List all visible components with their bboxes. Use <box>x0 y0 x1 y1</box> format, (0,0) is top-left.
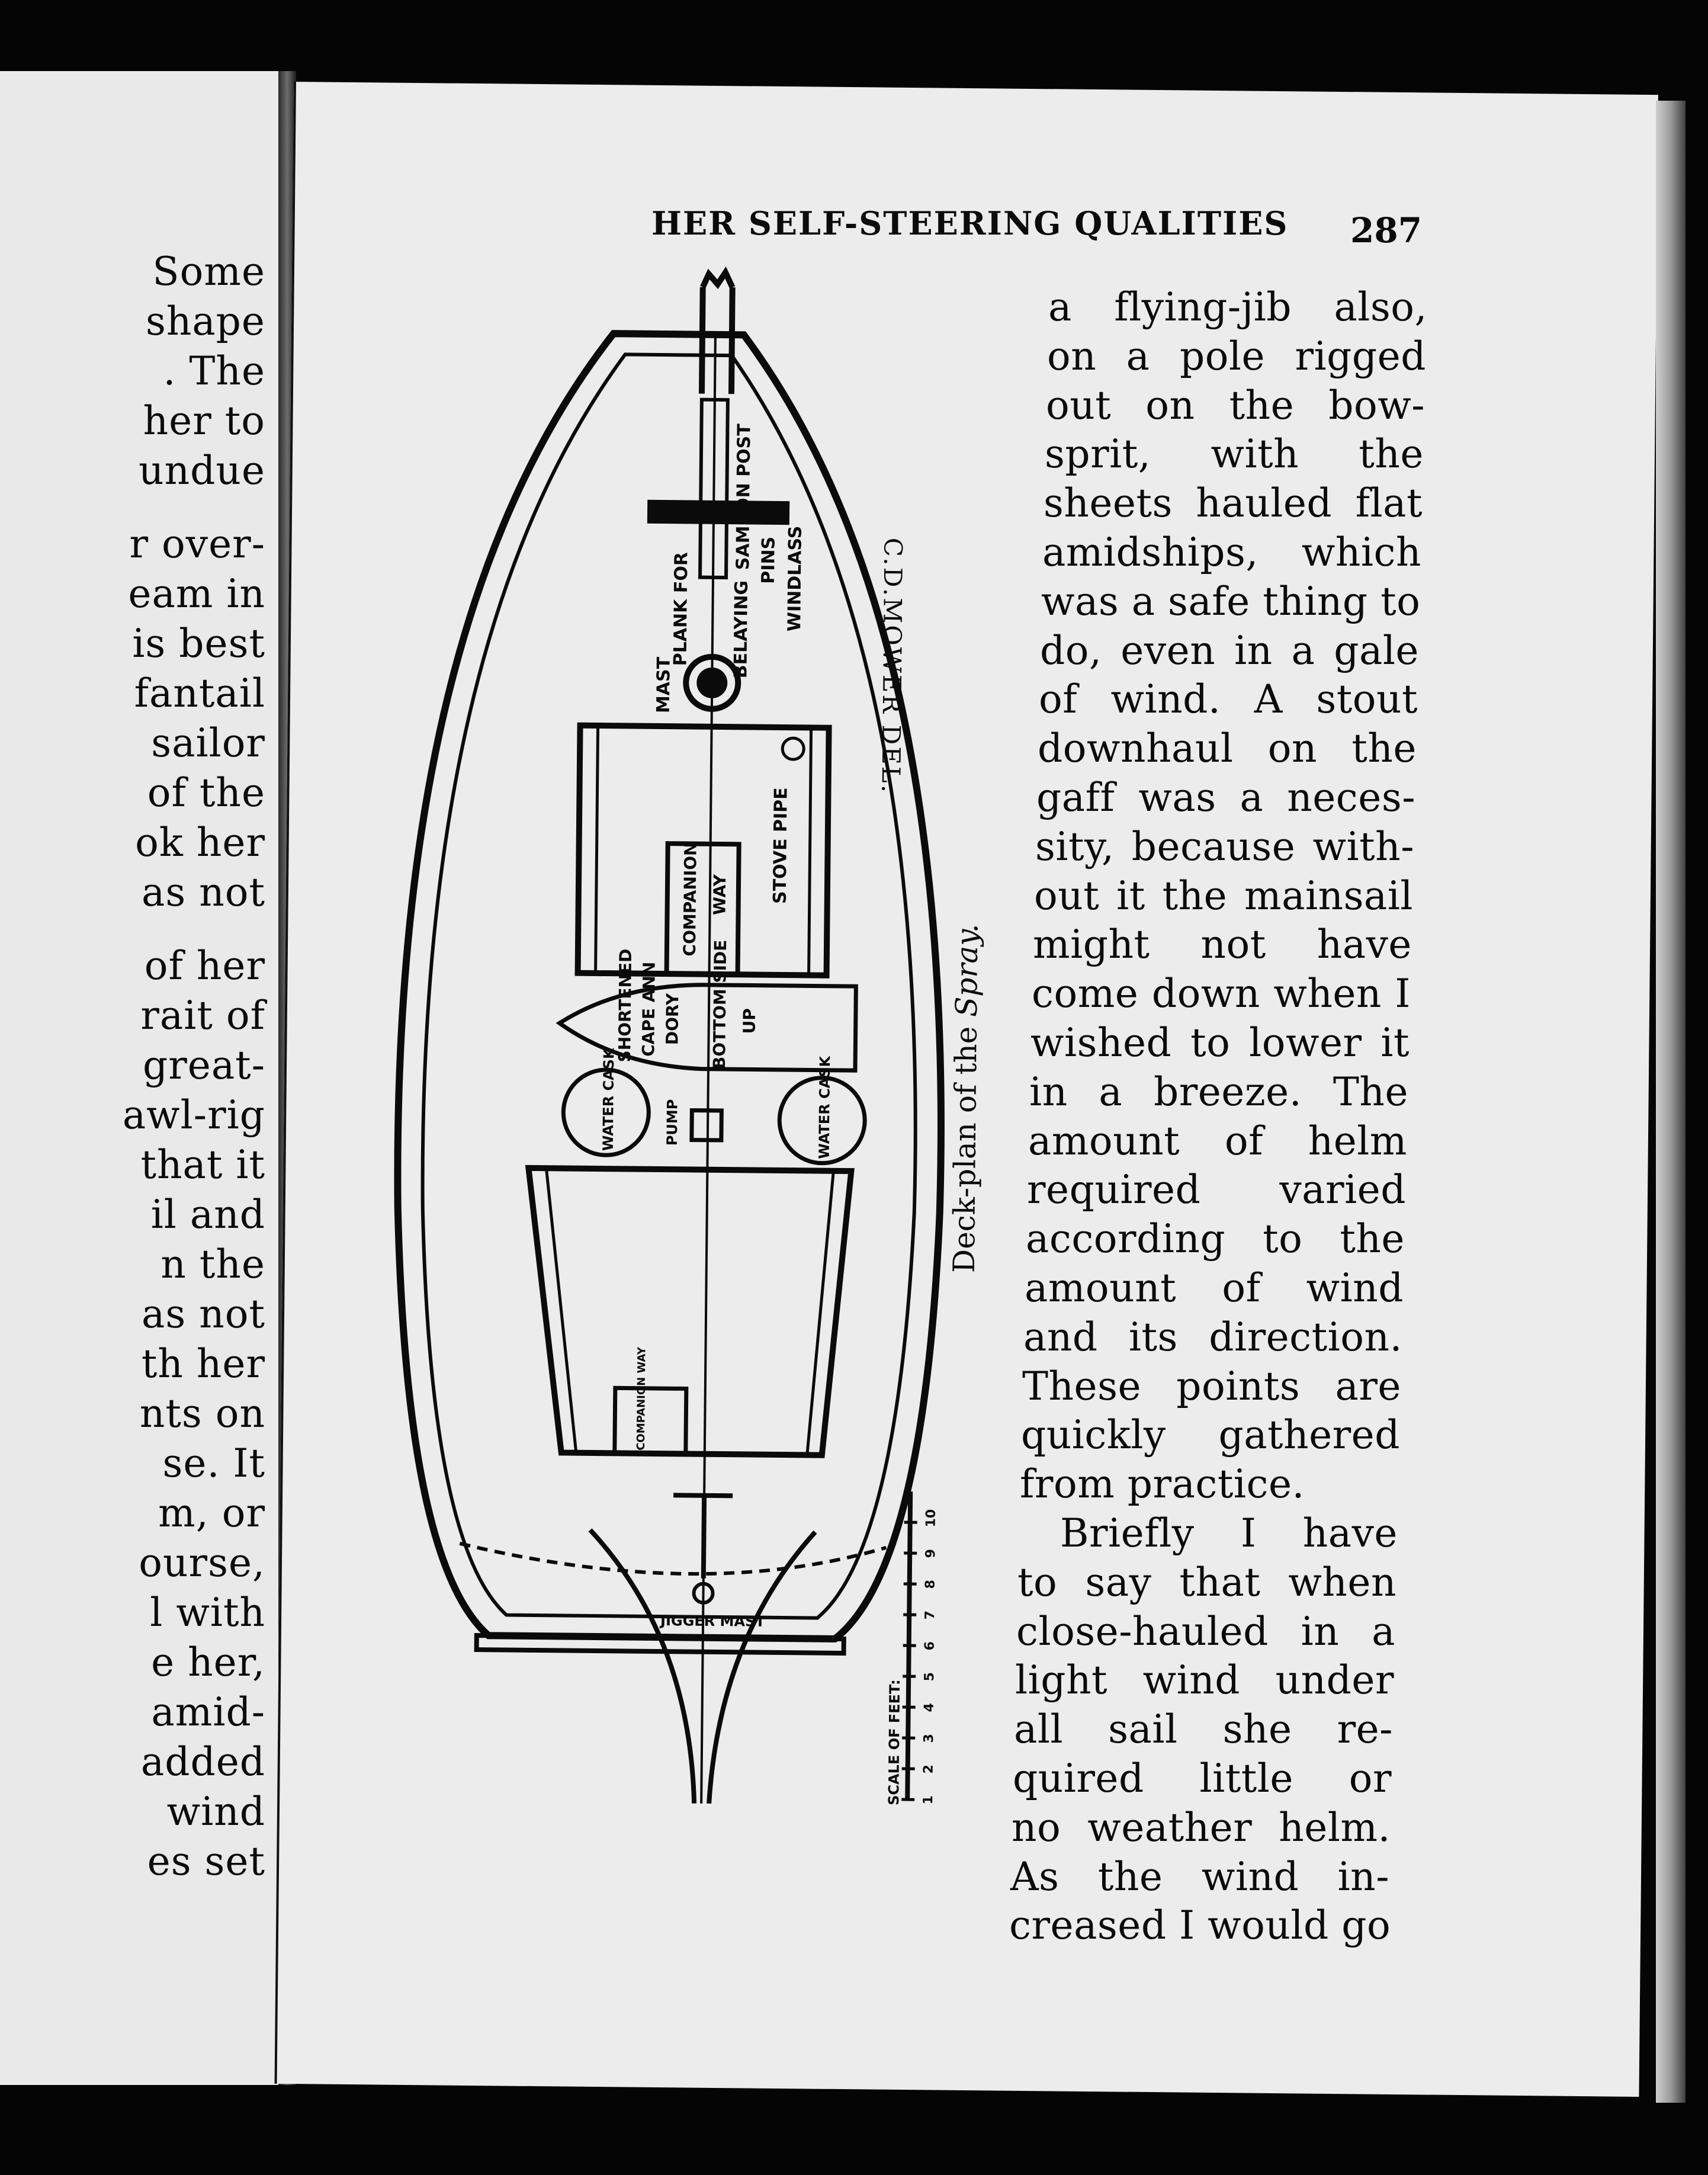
left-page-line: se. It <box>162 1441 265 1486</box>
scale-number: 8 <box>923 1580 938 1589</box>
body-line: and its direction. <box>1023 1314 1402 1360</box>
scale-number: 2 <box>921 1764 936 1774</box>
scale-number: 3 <box>922 1733 937 1743</box>
left-page-line: of the <box>147 770 265 816</box>
left-page-line: nts on <box>139 1391 265 1436</box>
scale-number: 1 <box>921 1795 936 1805</box>
label-aft-companion: COMPANION WAY <box>634 1347 648 1451</box>
body-line: downhaul on the <box>1038 726 1417 772</box>
left-page-line: great- <box>142 1042 265 1088</box>
left-page-line: l with <box>150 1590 265 1635</box>
left-page-line: rait of <box>140 993 265 1038</box>
left-page <box>0 71 282 2085</box>
left-page-line: of her <box>144 943 265 989</box>
body-line: sprit, with the <box>1045 431 1424 477</box>
label-mast: MAST <box>653 656 675 714</box>
page-edge <box>1656 101 1685 2103</box>
left-page-line: awl-rig <box>122 1092 265 1138</box>
body-line: might not have <box>1033 922 1412 968</box>
left-page-line: as not <box>142 1291 265 1337</box>
label-up: UP <box>739 1008 760 1034</box>
label-pins: PINS <box>757 536 779 584</box>
left-page-line: e her, <box>151 1640 265 1685</box>
stovepipe-ring <box>782 738 804 759</box>
body-line: As the wind in- <box>1010 1853 1389 1900</box>
body-line: required varied <box>1027 1167 1406 1213</box>
body-line: come down when I <box>1032 971 1411 1017</box>
left-page-line: es set <box>147 1839 265 1884</box>
body-line: amount of wind <box>1025 1265 1404 1311</box>
body-line: creased I would go <box>1009 1903 1391 1949</box>
left-page-line: il and <box>150 1192 265 1237</box>
left-page-line: sailor <box>151 720 265 766</box>
label-belaying: BELAYING <box>730 580 752 679</box>
left-page-line: r over- <box>129 521 265 567</box>
label-windlass: WINDLASS <box>784 525 806 632</box>
left-page-line: n the <box>160 1242 265 1287</box>
body-line: quickly gathered <box>1021 1412 1400 1458</box>
body-line: quired little or <box>1013 1756 1392 1801</box>
label-plank-for: PLANK FOR <box>670 551 692 666</box>
stern-deck-line <box>460 1544 886 1576</box>
label-scale-title: SCALE OF FEET: <box>885 1679 904 1805</box>
caption-prefix: Deck-plan of the <box>946 1016 984 1273</box>
body-line: to say that when <box>1017 1559 1396 1605</box>
body-line: according to the <box>1026 1216 1405 1262</box>
body-line: from practice. <box>1020 1461 1305 1507</box>
left-page-line: fantail <box>134 671 265 716</box>
left-page-line: her to <box>143 398 265 444</box>
scale-number: 7 <box>923 1611 938 1620</box>
label-pump: PUMP <box>663 1099 681 1146</box>
body-line: all sail she re- <box>1014 1706 1393 1753</box>
label-companion: COMPANION <box>679 842 701 957</box>
tiller-bar <box>673 1495 733 1496</box>
label-way: WAY <box>709 874 730 916</box>
scale-number: 9 <box>923 1549 939 1558</box>
body-line: out it the mainsail <box>1034 872 1413 919</box>
label-bottom-side: BOTTOM SIDE <box>709 939 731 1070</box>
body-line: amidships, which <box>1042 530 1421 575</box>
label-shortened: SHORTENED <box>615 948 635 1063</box>
body-line: sheets hauled flat <box>1044 480 1423 527</box>
caption-ship-name: Spray. <box>949 923 985 1018</box>
body-line: of wind. A stout <box>1039 676 1418 723</box>
left-page-line: amid- <box>151 1689 265 1735</box>
after-cabin-inner <box>544 1168 834 1455</box>
body-line: a flying-jib also, <box>1048 284 1427 330</box>
left-page-line: is best <box>132 621 265 666</box>
body-line: close-hauled in a <box>1016 1608 1395 1654</box>
left-page-line: ok her <box>135 820 265 865</box>
left-page-line: added <box>140 1739 265 1785</box>
mast-core <box>696 668 727 698</box>
scale-number: 5 <box>922 1672 938 1682</box>
running-head: HER SELF-STEERING QUALITIES <box>651 204 1289 242</box>
label-water-cask-left: WATER CASK <box>599 1048 618 1151</box>
label-water-cask-right: WATER CASK <box>816 1056 834 1159</box>
body-line: no weather helm. <box>1012 1804 1391 1850</box>
aft-companion-hatch <box>615 1388 686 1454</box>
left-page-line: eam in <box>128 571 265 617</box>
left-page-line: that it <box>140 1142 265 1188</box>
left-page-line: as not <box>142 870 265 915</box>
scale-number: 10 <box>923 1509 939 1528</box>
cabin-house <box>578 726 829 976</box>
label-jigger-mast: JIGGER MAST <box>660 1612 765 1630</box>
label-cape-ann: CAPE ANN <box>638 961 659 1057</box>
body-line: do, even in a gale <box>1040 627 1419 673</box>
label-stovepipe: STOVE PIPE <box>769 787 792 904</box>
bow-transverse <box>614 333 744 335</box>
left-page-line: th her <box>141 1341 265 1387</box>
figure-caption <box>947 923 985 1273</box>
left-page-line: undue <box>139 448 265 493</box>
right-page <box>275 82 1658 2097</box>
left-page-line: . The <box>163 348 265 394</box>
body-line: Briefly I have <box>1060 1510 1398 1556</box>
scale-number: 4 <box>922 1702 937 1712</box>
left-page-line: ourse, <box>139 1540 265 1586</box>
body-line: amount of helm <box>1028 1118 1407 1164</box>
body-line: in a breeze. The <box>1029 1069 1408 1115</box>
after-cabin <box>526 1168 852 1455</box>
body-line: These points are <box>1022 1363 1401 1409</box>
left-page-line: m, or <box>158 1490 265 1536</box>
body-line: wished to lower it <box>1030 1020 1410 1066</box>
illustrator-signature: C.D.MOWER DEL. <box>876 537 908 795</box>
body-line: on a pole rigged <box>1047 333 1426 379</box>
label-dory: DORY <box>662 993 683 1045</box>
body-line: out on the bow- <box>1046 382 1425 428</box>
body-line: was a safe thing to <box>1041 578 1421 624</box>
scale-number: 6 <box>922 1641 938 1651</box>
left-page-line: Some <box>152 249 265 294</box>
windlass <box>647 500 789 525</box>
body-line: light wind under <box>1015 1657 1394 1704</box>
page-number: 287 <box>1350 210 1423 251</box>
left-page-line: shape <box>145 299 265 344</box>
left-page-line: wind <box>166 1789 265 1834</box>
body-line: sity, because with- <box>1035 823 1414 870</box>
body-line: gaff was a neces- <box>1036 775 1415 820</box>
label-samson-post: SAMSON POST <box>733 424 755 570</box>
